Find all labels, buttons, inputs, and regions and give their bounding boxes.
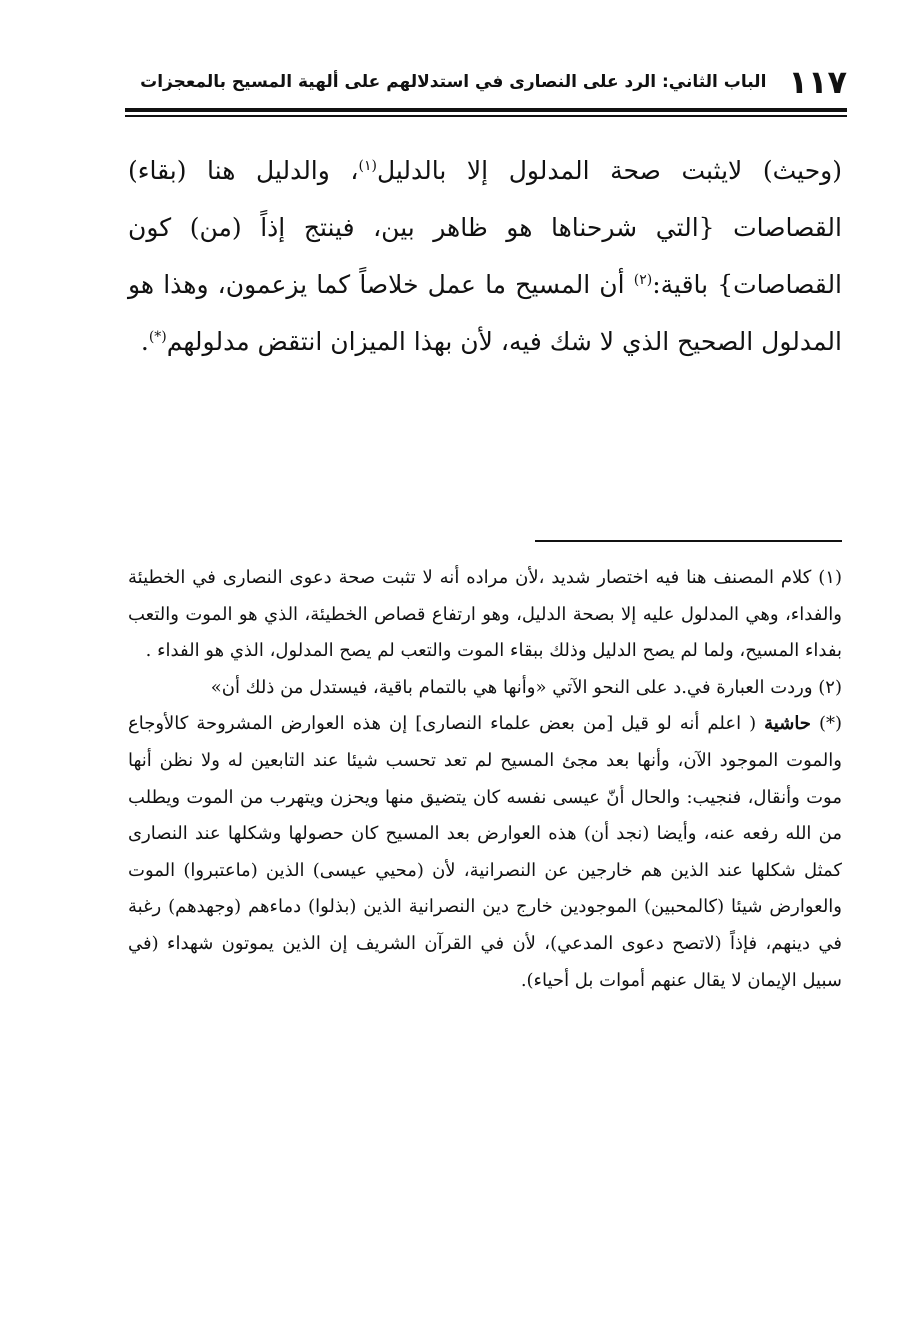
main-text — [128, 142, 842, 370]
header-rule-thick — [125, 108, 847, 112]
main-paragraph — [128, 142, 842, 370]
main-text-part-4: . — [140, 327, 149, 356]
main-text-part-3: أن المسيح ما عمل خلاصاً كما يزعمون، وهذا هو المدلول الصحيح الذي لا شك فيه، لأن بهذا الميزان انتقض مدلولهم — [128, 270, 842, 356]
hashia-marker: (*) — [818, 713, 842, 735]
main-text-part-1: (وحيث) لايثبت صحة المدلول إلا بالدليل — [376, 156, 842, 185]
footnote-1: (١) كلام المصنف هنا فيه اختصار شديد ،لأن مراده أنه لا تثبت صحة دعوى النصارى في الخطيئة والفداء، وهي المدلول عليه إلا بصحة الدليل، وهو ارتفاع قصاص الخطيئة، الذي هو الموت والتعب بفداء المسيح، ولما لم يصح الدليل وذلك ببقاء الموت والتعب لم يصح المدلول، الذي هو الفداء . — [128, 567, 842, 662]
hashia-label: حاشية — [764, 713, 811, 735]
main-text-part-2: ، والدليل هنا (بقاء) القصاصات {التي شرحناها هو ظاهر بين، فينتج إذاً (من) كون القصاصات} باقية: — [128, 156, 843, 299]
footnotes — [128, 560, 842, 999]
footnote-ref-1: (١) — [358, 158, 377, 174]
footnote-hashia — [128, 706, 842, 999]
footnote-ref-2: (٢) — [633, 272, 653, 288]
page-header — [125, 62, 847, 102]
header-rule-thin — [125, 115, 847, 117]
page-number: ١١٧ — [788, 63, 847, 101]
hashia-text: ( اعلم أنه لو قيل [من بعض علماء النصارى] إن هذه العوارض المشروحة كالأوجاع والموت الموجود الآن، وأنها بعد مجئ المسيح لم تعد تحسب شيئا عند التابعين له ولا نظن أنها موت وأنقال، فنجيب: والحال أنّ عيسى نفسه كان يتضيق منها ويحزن ويتهرب من الموت ويطلب من الله رفعه عنه، وأيضا (نجد أن) هذه العوارض بعد المسيح كان حصولها وشكلها عند النصارى كمثل شكلها عند الذين هم خارجين عن النصرانية، لأن (محيي عيسى) الذين (ماعتبروا) الموت والعوارض شيئا (كالمحبين) الموجودين خارج دين النصرانية الذين (بذلوا) دماءهم (وجهدهم) رغبة في دينهم، فإذاً (لاتصح دعوى المدعي)، لأن في القرآن الشريف إن الذين يموتون شهداء (في سبيل الإيمان لا يقال عنهم أموات بل أحياء). — [128, 713, 842, 991]
footnote-ref-hashia: (*) — [148, 329, 167, 345]
running-title: الباب الثاني: الرد على النصارى في استدلالهم على ألهية المسيح بالمعجزات — [140, 72, 767, 92]
footnote-2: (٢) وردت العبارة في.د على النحو الآتي «وأنها هي بالتمام باقية، فيستدل من ذلك أن» — [210, 676, 842, 698]
footnote-separator — [535, 540, 842, 542]
